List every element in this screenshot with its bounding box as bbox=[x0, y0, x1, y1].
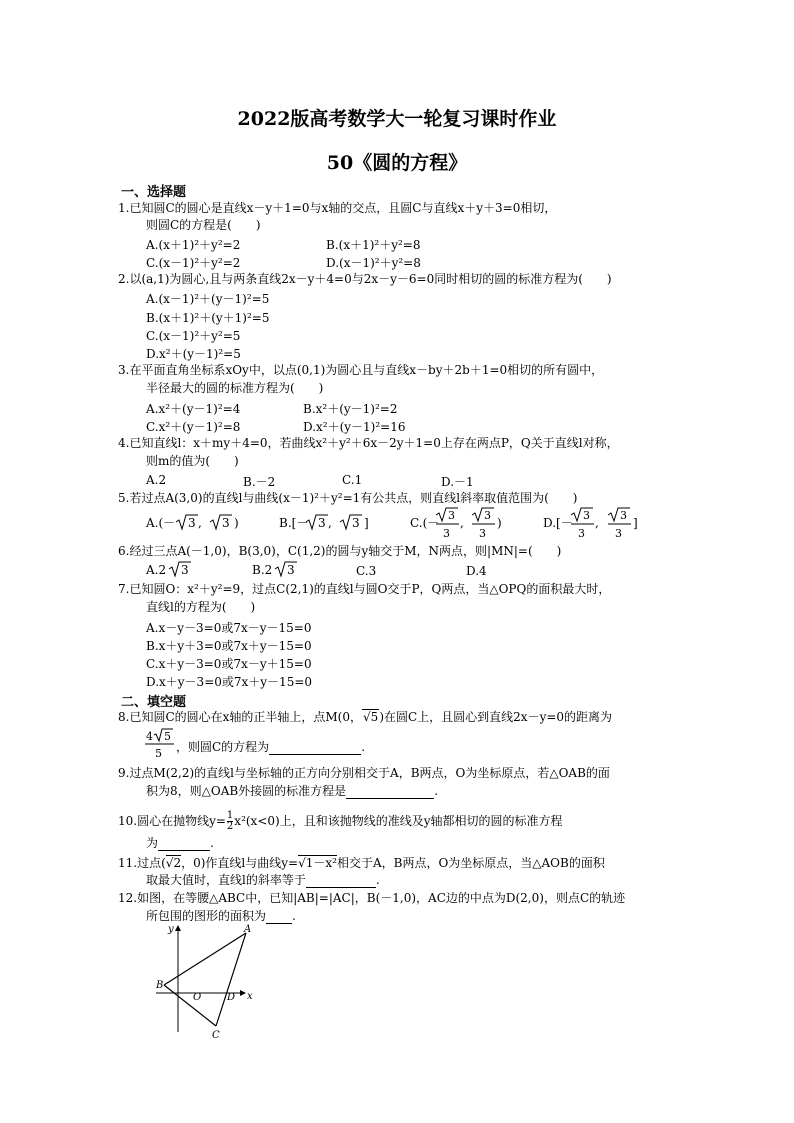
label-o: O bbox=[193, 992, 202, 1003]
q8-sqrt: √5 bbox=[363, 710, 379, 724]
q4-option-a: A.2 bbox=[146, 473, 167, 487]
q2-line-1: 2.以(a,1)为圆心,且与两条直线2x－y＋4=0与2x－y－6=0同时相切的圆的标准方程为( ) bbox=[118, 272, 612, 286]
q6-line-1: 6.经过三点A(－1,0)，B(3,0)，C(1,2)的圆与y轴交于M，N两点，则|MN|=( ) bbox=[118, 544, 562, 558]
q2-option-b: B.(x＋1)²＋(y＋1)²=5 bbox=[146, 311, 270, 325]
q5-d-den1: 3 bbox=[578, 527, 585, 540]
q8-frac-num-sqrt: 5 bbox=[164, 730, 171, 743]
q10-end: . bbox=[210, 836, 214, 850]
q5-option-b-mid: , bbox=[328, 516, 332, 530]
q1-option-d: D.(x－1)²＋y²=8 bbox=[326, 256, 421, 270]
q5-b-sqrt1: 3 bbox=[318, 516, 326, 530]
q10-answer-blank[interactable] bbox=[158, 850, 210, 851]
q10-frac-num: 1 bbox=[226, 810, 234, 821]
q8-line-2-text: ，则圆C的方程为 bbox=[176, 740, 270, 754]
q8-line-1-pre: 8.已知圆C的圆心在x轴的正半轴上，点M(0， bbox=[118, 710, 363, 724]
q11-sqrt-b-arg: 1－x² bbox=[305, 856, 337, 870]
q12-line-1: 12.如图，在等腰△ABC中，已知|AB|=|AC|，B(－1,0)，AC边的中点为D(2,0)，则点C的轨迹 bbox=[118, 891, 626, 905]
q10-line-1-post: x²(x<0)上，且和该抛物线的准线及y轴都相切的圆的标准方程 bbox=[234, 814, 563, 828]
q3-option-b: B.x²＋(y－1)²=2 bbox=[303, 402, 398, 416]
label-y: y bbox=[168, 924, 174, 935]
segment-ac bbox=[216, 933, 246, 1026]
q10-line-1-pre: 10.圆心在抛物线y= bbox=[118, 814, 226, 828]
q1-option-c: C.(x－1)²＋y²=2 bbox=[146, 256, 241, 270]
q5-options-formula bbox=[146, 507, 666, 541]
q10-line-2 bbox=[146, 836, 214, 851]
q2-option-d: D.x²＋(y－1)²=5 bbox=[146, 347, 241, 361]
q5-d-sqrt2: 3 bbox=[620, 509, 627, 522]
q6-option-c: C.3 bbox=[356, 564, 377, 578]
q5-line-1: 5.若过点A(3,0)的直线l与曲线(x－1)²＋y²=1有公共点，则直线l斜率取值范围为( ) bbox=[118, 491, 578, 505]
q10-line-2-text: 为 bbox=[146, 836, 159, 850]
q11-line-1 bbox=[118, 856, 605, 871]
q5-d-sqrt1: 3 bbox=[583, 509, 590, 522]
q3-option-c: C.x²＋(y－1)²=8 bbox=[146, 420, 241, 434]
q5-option-b-pre: B.[－ bbox=[279, 516, 309, 530]
q5-c-den1: 3 bbox=[443, 527, 450, 540]
q3-line-1: 3.在平面直角坐标系xOy中，以点(0,1)为圆心且与直线x－by＋2b＋1=0相切的所有圆中， bbox=[118, 363, 604, 377]
q11-sqrt-b: √1－x² bbox=[298, 856, 337, 870]
q5-a-sqrt1: 3 bbox=[188, 516, 196, 530]
q7-option-a: A.x－y－3=0或7x－y－15=0 bbox=[146, 621, 312, 635]
section-fill-heading: 二、填空题 bbox=[121, 695, 187, 710]
q7-line-2: 直线l的方程为( ) bbox=[146, 600, 256, 614]
q5-option-b-post: ] bbox=[364, 516, 369, 530]
q1-option-a: A.(x＋1)²＋y²=2 bbox=[146, 238, 241, 252]
q4-line-1: 4.已知直线l：x＋my＋4=0，若曲线x²＋y²＋6x－2y＋1=0上存在两点P，Q关于直线l对称， bbox=[118, 436, 619, 450]
q5-option-d-mid: , bbox=[595, 516, 599, 530]
q8-sqrt-arg: 5 bbox=[370, 710, 379, 724]
q6-option-a: A.2 bbox=[146, 563, 167, 577]
q5-option-c-pre: C.(－ bbox=[410, 516, 440, 530]
label-a: A bbox=[244, 924, 252, 935]
q5-option-a-pre: A.(－ bbox=[146, 516, 176, 530]
q12-line-2-text: 所包围的图形的面积为 bbox=[146, 909, 267, 923]
q6-option-b: B.2 bbox=[252, 563, 273, 577]
q5-option-c-post: ) bbox=[497, 516, 502, 530]
q9-end: . bbox=[434, 784, 439, 798]
q9-line-1: 9.过点M(2,2)的直线l与坐标轴的正方向分别相交于A，B两点，O为坐标原点，若△OAB的面 bbox=[118, 766, 610, 780]
page-title: 2022版高考数学大一轮复习课时作业 bbox=[237, 108, 557, 130]
q11-answer-blank[interactable] bbox=[306, 887, 376, 888]
q5-option-a-mid: , bbox=[198, 516, 202, 530]
q10-frac-den: 2 bbox=[226, 821, 234, 832]
q5-option-c-mid: , bbox=[460, 516, 464, 530]
q2-option-a: A.(x－1)²＋(y－1)²=5 bbox=[146, 292, 270, 306]
q9-line-2 bbox=[146, 784, 438, 799]
q11-sqrt-a-arg: 2 bbox=[173, 856, 182, 870]
q5-c-sqrt2: 3 bbox=[484, 509, 491, 522]
q3-line-2: 半径最大的圆的标准方程为( ) bbox=[146, 381, 324, 395]
q7-option-b: B.x＋y＋3=0或7x＋y－15=0 bbox=[146, 639, 312, 653]
q10-line-1 bbox=[118, 811, 562, 832]
q11-line-2-text: 取最大值时，直线l的斜率等于 bbox=[146, 873, 306, 887]
q4-option-c: C.1 bbox=[342, 473, 363, 487]
label-x: x bbox=[247, 991, 253, 1002]
q5-option-d-post: ] bbox=[633, 516, 638, 530]
q6-options-ab bbox=[146, 560, 346, 580]
q8-frac-den: 5 bbox=[155, 747, 162, 760]
q8-answer-blank[interactable] bbox=[269, 754, 361, 755]
q6-b-sqrt: 3 bbox=[287, 563, 295, 577]
q11-end: . bbox=[375, 873, 380, 887]
q3-option-a: A.x²＋(y－1)²=4 bbox=[146, 402, 241, 416]
q11-line-1-mid: ，0)作直线l与曲线y= bbox=[181, 856, 299, 870]
q8-line-2 bbox=[176, 740, 365, 755]
label-c: C bbox=[212, 1030, 220, 1041]
q5-option-d-pre: D.[－ bbox=[543, 516, 573, 530]
q4-option-d: D.－1 bbox=[441, 475, 474, 489]
q5-a-sqrt2: 3 bbox=[222, 516, 230, 530]
q8-line-1 bbox=[118, 710, 612, 725]
segment-bc bbox=[164, 985, 216, 1026]
q12-end: . bbox=[292, 909, 296, 923]
section-choice-heading: 一、选择题 bbox=[121, 185, 187, 200]
q7-line-1: 7.已知圆O：x²＋y²=9，过点C(2,1)的直线l与圆O交于P，Q两点，当△OPQ的面积最大时， bbox=[118, 582, 611, 596]
q11-sqrt-a: √2 bbox=[165, 856, 182, 870]
q5-c-den2: 3 bbox=[479, 527, 486, 540]
q5-b-sqrt2: 3 bbox=[352, 516, 360, 530]
label-d: D bbox=[227, 992, 236, 1003]
q11-line-2 bbox=[146, 873, 380, 888]
q9-line-2-text: 积为8，则△OAB外接圆的标准方程是 bbox=[146, 784, 347, 798]
q11-line-1-post: 相交于A，B两点，O为坐标原点，当△AOB的面积 bbox=[336, 856, 605, 870]
q5-option-a-post: ) bbox=[234, 516, 239, 530]
q1-line-1: 1.已知圆C的圆心是直线x－y＋1=0与x轴的交点，且圆C与直线x＋y＋3=0相切， bbox=[118, 201, 557, 215]
q7-option-c: C.x＋y－3=0或7x－y＋15=0 bbox=[146, 657, 312, 671]
label-b: B bbox=[156, 980, 164, 991]
q4-line-2: 则m的值为( ) bbox=[146, 454, 239, 468]
q3-option-d: D.x²＋(y－1)²=16 bbox=[303, 420, 406, 434]
triangle-figure bbox=[148, 920, 288, 1045]
q1-line-2: 则圆C的方程是( ) bbox=[146, 218, 261, 232]
q5-c-sqrt1: 3 bbox=[448, 509, 455, 522]
q8-line-1-post: )在圆C上，且圆心到直线2x－y=0的距离为 bbox=[379, 710, 613, 724]
q8-end: . bbox=[361, 740, 366, 754]
q9-answer-blank[interactable] bbox=[346, 798, 434, 799]
q11-line-1-pre: 11.过点( bbox=[118, 856, 166, 870]
q7-option-d: D.x＋y－3=0或7x＋y－15=0 bbox=[146, 675, 313, 689]
q1-option-b: B.(x＋1)²＋y²=8 bbox=[326, 238, 421, 252]
segment-ba bbox=[164, 933, 246, 985]
q10-fraction bbox=[227, 811, 233, 832]
q6-a-sqrt: 3 bbox=[181, 563, 189, 577]
q4-option-b: B.－2 bbox=[243, 475, 276, 489]
q5-d-den2: 3 bbox=[615, 527, 622, 540]
q6-option-d: D.4 bbox=[466, 564, 487, 578]
q2-option-c: C.(x－1)²＋y²=5 bbox=[146, 329, 241, 343]
q8-frac-num-coef: 4 bbox=[146, 730, 153, 743]
page-subtitle: 50《圆的方程》 bbox=[326, 152, 468, 174]
